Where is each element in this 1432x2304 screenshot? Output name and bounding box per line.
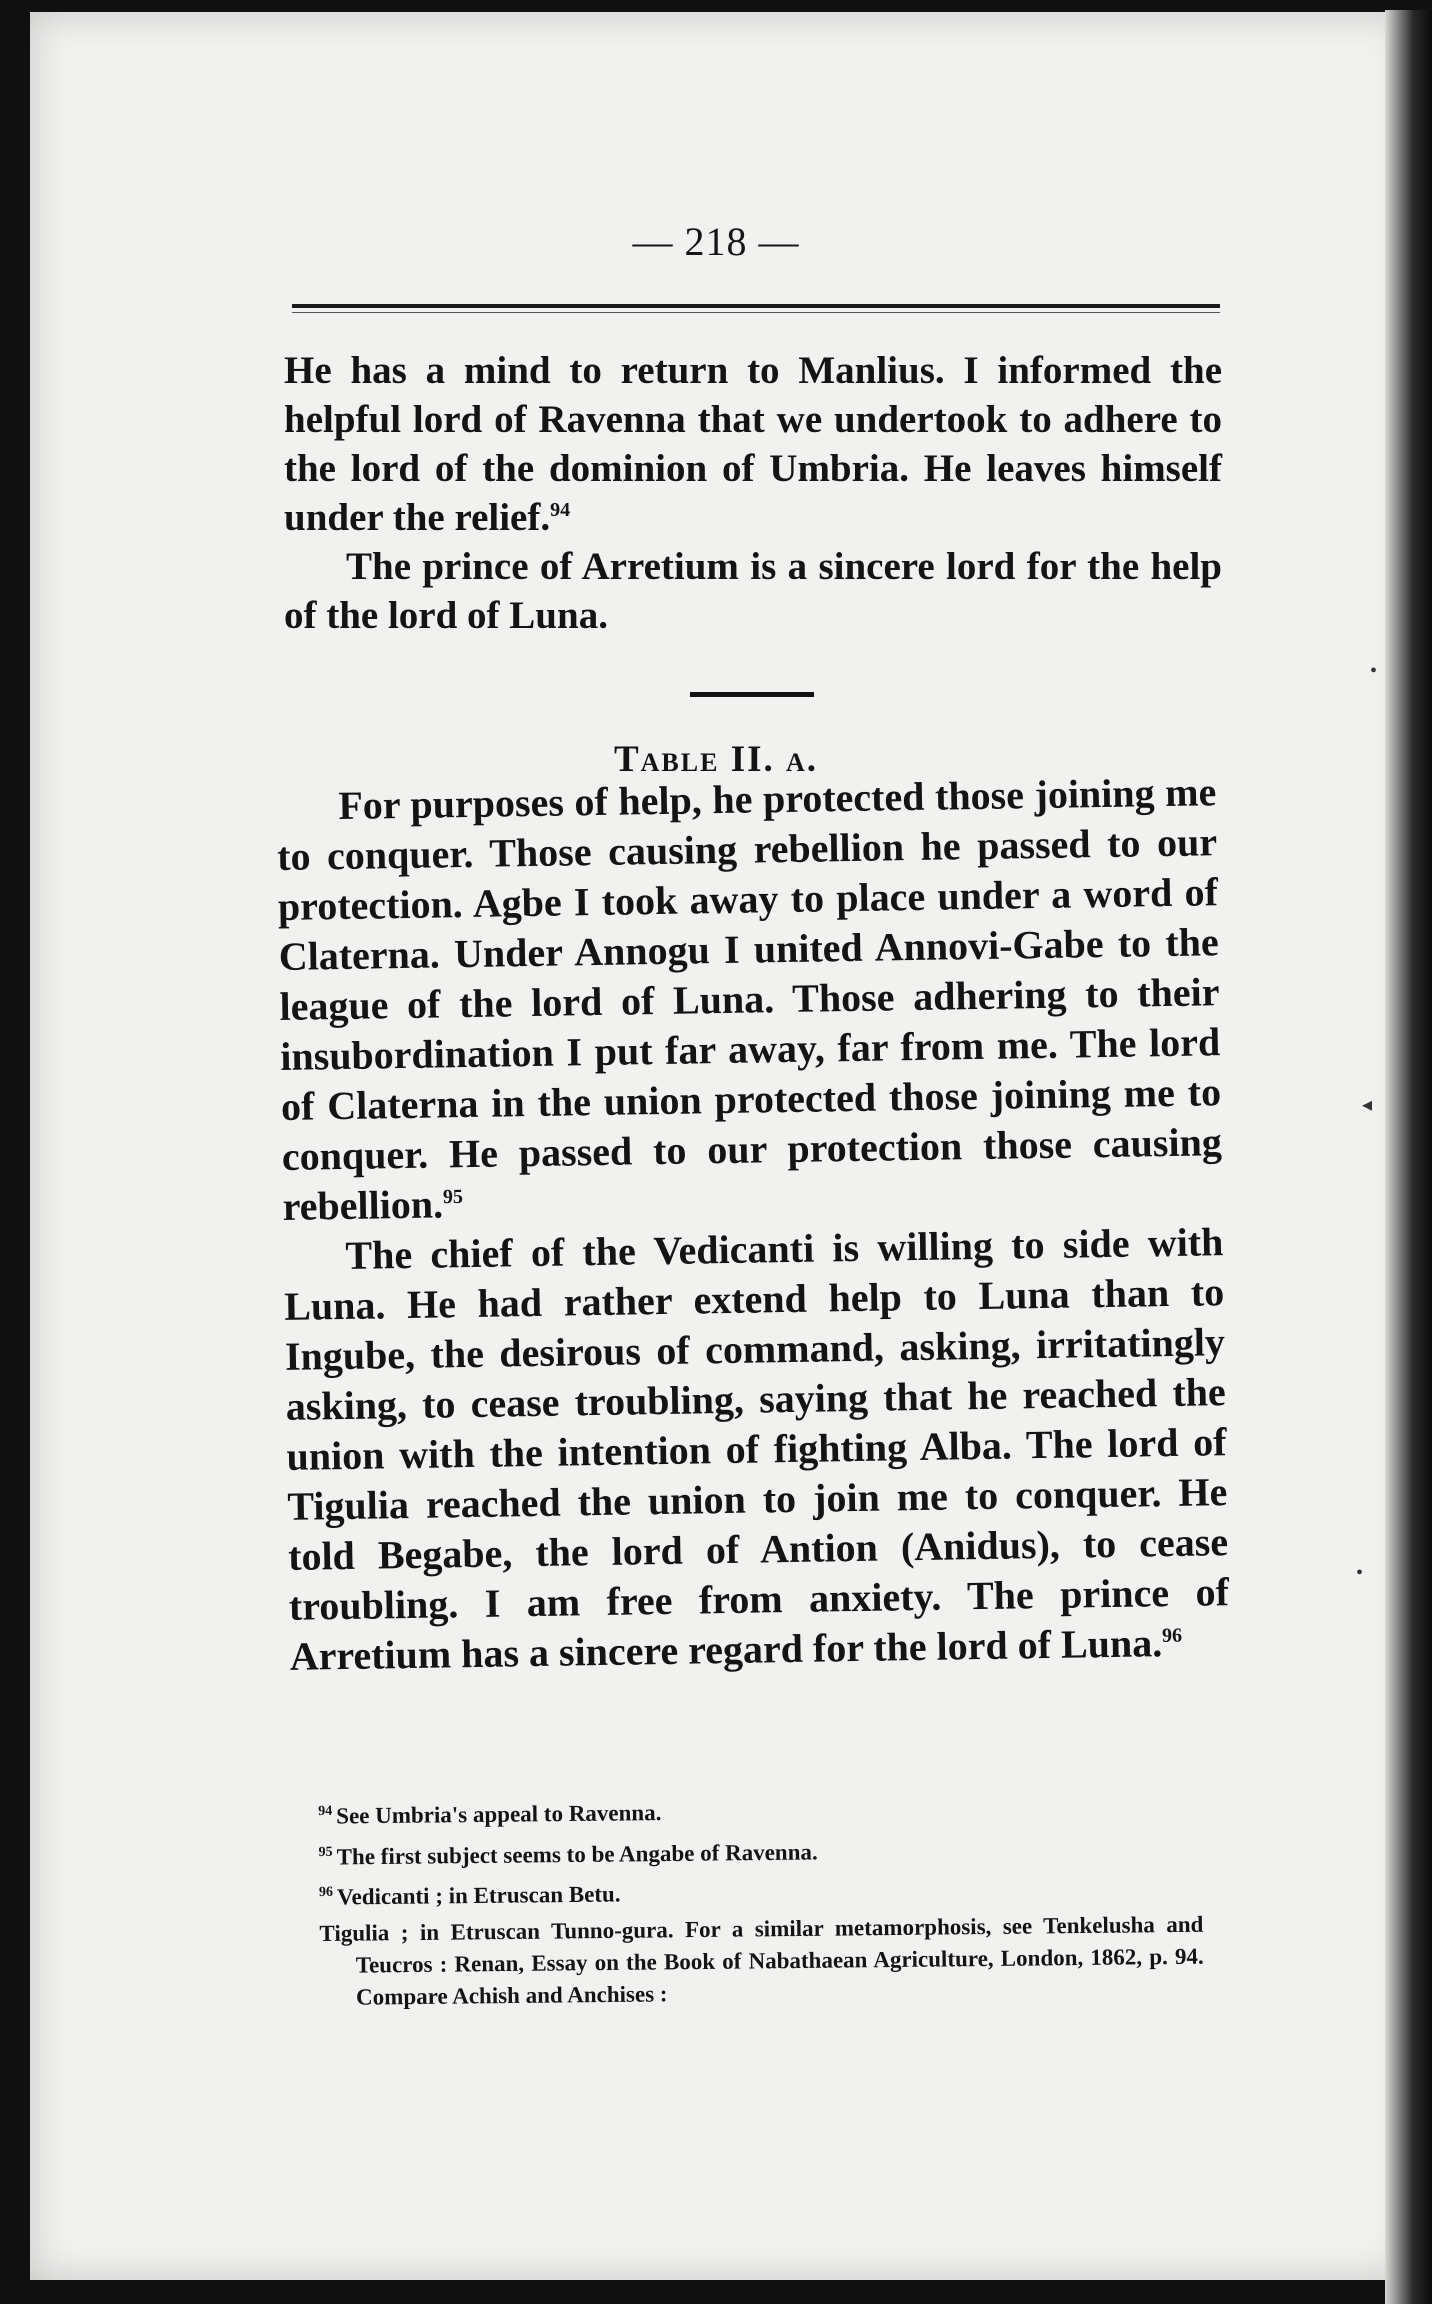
paragraph-text: For purposes of help, he protected those joining me to conquer. Those causing rebellion he passed to our protection. Agbe I took away to place under a word of Claterna. Under Annogu I united Annovi-Gabe to the league of the lord of Luna. Those adhering to their insubordination I put far away, far from me. The lord of Claterna in the union protected those joining me to conquer. He passed to our protection those causing rebellion. [276,769,1223,1229]
page-edge [1385,10,1432,2304]
footnote-text: See Umbria's appeal to Ravenna. [336,1800,662,1829]
section-divider [690,692,814,697]
footnote-number: 94 [318,1803,333,1819]
section-text [276,767,1230,1682]
paragraph-text: He has a mind to return to Manlius. I informed the helpful lord of Ravenna that we undertook to adhere to the lord of the dominion of Umbria. He leaves himself under the relief. [284,349,1222,539]
footnote-text: The first subject seems to be Angabe of Ravenna. [336,1839,818,1870]
paragraph-text: The chief of the Vedicanti is willing to side with Luna. He had rather extend help to Luna than to Ingube, the desirous of command, asking, irritatingly asking, to cease troubling, saying that he reached the union with the intention of fighting Alba. The lord of Tigulia reached the union to join me to conquer. He told Begabe, the lord of Antion (Anidus), to cease troubling. I am free from anxiety. The prince of Arretium has a sincere regard for the lord of Luna. [283,1219,1230,1679]
opening-paragraph-2 [284,542,1222,640]
footnote-text: Vedicanti ; in Etruscan Betu. [336,1881,621,1910]
header-rule [292,304,1220,308]
footnote-95 [318,1827,1202,1873]
footnote-ref: 96 [1161,1624,1183,1647]
header-rule-thin [292,312,1220,313]
paragraph-text: The prince of Arretium is a sincere lord for the help of the lord of Luna. [284,545,1222,637]
footnote-tigulia [319,1909,1204,2014]
footnote-text: Tigulia ; in Etruscan Tunno-gura. For a similar metamorphosis, see Tenkelusha and Teucros : Renan, Essay on the Book of Nabathaean Agriculture, London, 1862, p. 94. Compare Achish and Anchises : [319,1911,1204,2010]
opening-text [284,346,1222,640]
footnotes [318,1787,1204,2014]
opening-paragraph-1 [284,346,1222,542]
section-heading: Table II. a. [613,739,819,780]
footnote-number: 96 [318,1885,334,1901]
footnote-ref: 94 [550,499,571,521]
scan-artifact-mark: ◂ [1362,1094,1373,1116]
page-number: — 218 — [632,219,800,264]
footnote-ref: 95 [442,1185,464,1209]
footnote-number: 95 [318,1844,333,1860]
section-paragraph-2 [283,1217,1230,1682]
footnote-94 [318,1787,1202,1833]
section-paragraph-1 [276,767,1223,1232]
footnote-96 [319,1868,1203,1914]
scan-artifact-mark: • [1370,660,1378,682]
scan-artifact-mark: • [1356,1562,1364,1584]
